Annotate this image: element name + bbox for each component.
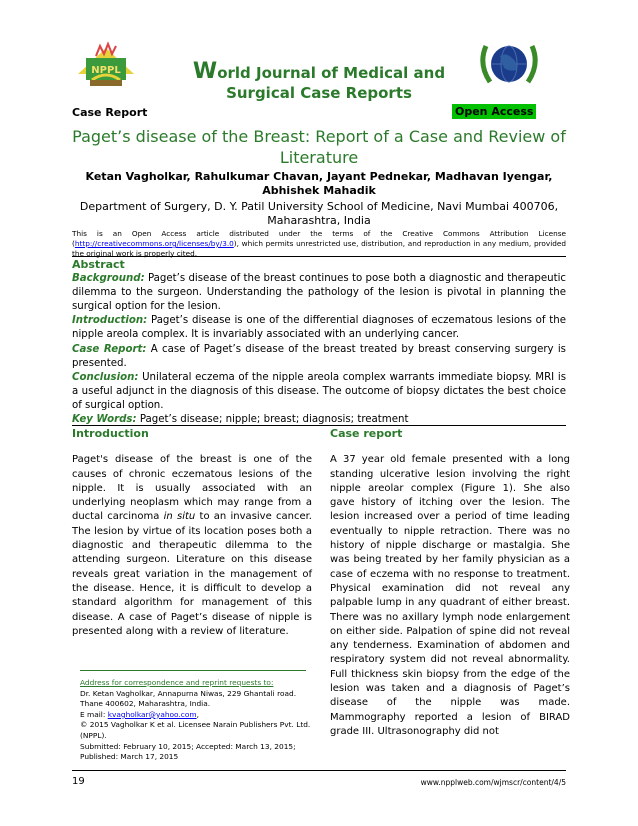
license-text-post: ), which permits unrestricted use, distribution, and reproduction in any medium, provided the original work is properly cited. xyxy=(72,239,566,258)
correspondence-box xyxy=(80,678,312,763)
introduction-body xyxy=(72,453,312,639)
correspondence-heading: Address for correspondence and reprint requests to: xyxy=(80,678,274,687)
case-report-heading: Case report xyxy=(330,427,403,440)
footer-divider xyxy=(72,770,566,771)
conclusion-label: Conclusion: xyxy=(72,371,139,383)
introduction-text-1: Paget's disease of the breast is one of the causes of chronic eczematous lesions of the nipple. It is usually associated with an underlying neoplasm which may range from a ductal carcinoma xyxy=(72,454,312,523)
correspondence-address: Dr. Ketan Vagholkar, Annapurna Niwas, 229 Ghantali road. Thane 400602, Maharashtra, India. xyxy=(80,688,297,709)
submission-dates: Submitted: February 10, 2015; Accepted: March 13, 2015; Published: March 17, 2015 xyxy=(80,741,296,762)
keywords-label: Key Words: xyxy=(72,414,137,426)
introduction-text-italic: in situ xyxy=(163,511,196,523)
journal-title-line1 xyxy=(0,59,638,84)
case-report-body: A 37 year old female presented with a long standing ulcerative lesion involving the right nipple areolar complex (Figure 1). She also gave history of itching over the lesion. The lesion increased over a period of time leading eventually to nipple retraction. There was no history of nipple discharge or mastalgia. She was being treated by her family physician as a case of eczema with no response to treatment. Physical examination did not reveal any palpable lump in any quadrant of either breast. There was no axillary lymph node enlargement on either side. Palpation of spine did not reveal any tenderness. Examination of abdomen and respiratory system did not reveal abnormality. Full thickness skin biopsy from the edge of the lesion was taken and a diagnosis of Paget’s disease of the nipple was made. Mammography reported a lesion of BIRAD grade III. Ultrasonography did not xyxy=(330,454,570,737)
introduction-text-2: to an invasive cancer. The lesion by virtue of its location poses both a diagnostic and therapeutic dilemma to the attending surgeon. Literature on this disease reveals great variation in the management of the disease. Hence, it is difficult to develop a standard algorithm for management of this disease. A case of Paget’s disease of nipple is presented along with a review of literature. xyxy=(72,511,312,637)
affiliation: Department of Surgery, D. Y. Patil University School of Medicine, Navi Mumbai 400706, Maharashtra, India xyxy=(79,200,559,227)
abstract-background xyxy=(72,272,566,314)
logo-left-text: NPPL xyxy=(91,65,121,76)
introduction-section xyxy=(72,427,312,639)
abstract-heading: Abstract xyxy=(72,258,125,271)
authors: Ketan Vagholkar, Rahulkumar Chavan, Jayant Pednekar, Madhavan Iyengar, Abhishek Mahadik xyxy=(85,170,553,197)
abstract-introduction xyxy=(72,314,566,342)
introduction-label: Introduction: xyxy=(72,315,148,327)
article-type-label: Case Report xyxy=(72,106,148,119)
correspondence-email xyxy=(80,710,312,721)
keywords-text: Paget’s disease; nipple; breast; diagnosis; treatment xyxy=(136,414,409,426)
email-label: E mail: xyxy=(80,709,108,719)
divider xyxy=(72,256,566,257)
journal-title-rest: orld Journal of Medical and xyxy=(217,64,446,82)
license-link[interactable]: http://creativecommons.org/licenses/by/3.0 xyxy=(74,239,234,248)
license-notice xyxy=(72,229,566,259)
case-label: Case Report: xyxy=(72,343,147,355)
email-link[interactable]: kvagholkar@yahoo.com xyxy=(107,709,197,719)
license-text-pre: This is an Open Access article distributed under the terms of the Creative Commons Attribution License ( xyxy=(72,229,566,248)
article-title: Paget’s disease of the Breast: Report of a Case and Review of Literature xyxy=(72,127,566,167)
conclusion-text: Unilateral eczema of the nipple areola complex warrants immediate biopsy. MRI is a useful adjunct in the diagnosis of this disease. The outcome of biopsy dictates the best choice of surgical option. xyxy=(72,371,566,411)
page-number: 19 xyxy=(72,776,85,787)
background-label: Background: xyxy=(72,273,145,285)
introduction-heading: Introduction xyxy=(72,427,149,440)
abstract-conclusion xyxy=(72,371,566,413)
journal-title-initial: W xyxy=(192,59,218,84)
case-text: A case of Paget’s disease of the breast treated by breast conserving surgery is presented. xyxy=(72,343,566,369)
correspondence-divider xyxy=(80,670,306,671)
copyright-notice: © 2015 Vagholkar K et al. Licensee Narain Publishers Pvt. Ltd. (NPPL). xyxy=(80,720,311,740)
email-suffix: , xyxy=(196,709,199,719)
abstract xyxy=(72,258,566,427)
footer-url[interactable]: www.npplweb.com/wjmscr/content/4/5 xyxy=(420,778,566,787)
abstract-case-report xyxy=(72,343,566,371)
introduction-text: Paget’s disease is one of the differential diagnoses of eczematous lesions of the nipple areola complex. It is invariably associated with an underlying cancer. xyxy=(72,315,566,341)
case-report-section xyxy=(330,427,570,739)
background-text: Paget’s disease of the breast continues to pose both a diagnostic and therapeutic dilemma to the surgeon. Understanding the pathology of the lesion is pivotal in planning the surgical option for the lesion. xyxy=(72,273,566,313)
divider xyxy=(72,425,566,426)
open-access-badge: Open Access xyxy=(452,104,536,119)
journal-title-line2: Surgical Case Reports xyxy=(226,84,412,102)
